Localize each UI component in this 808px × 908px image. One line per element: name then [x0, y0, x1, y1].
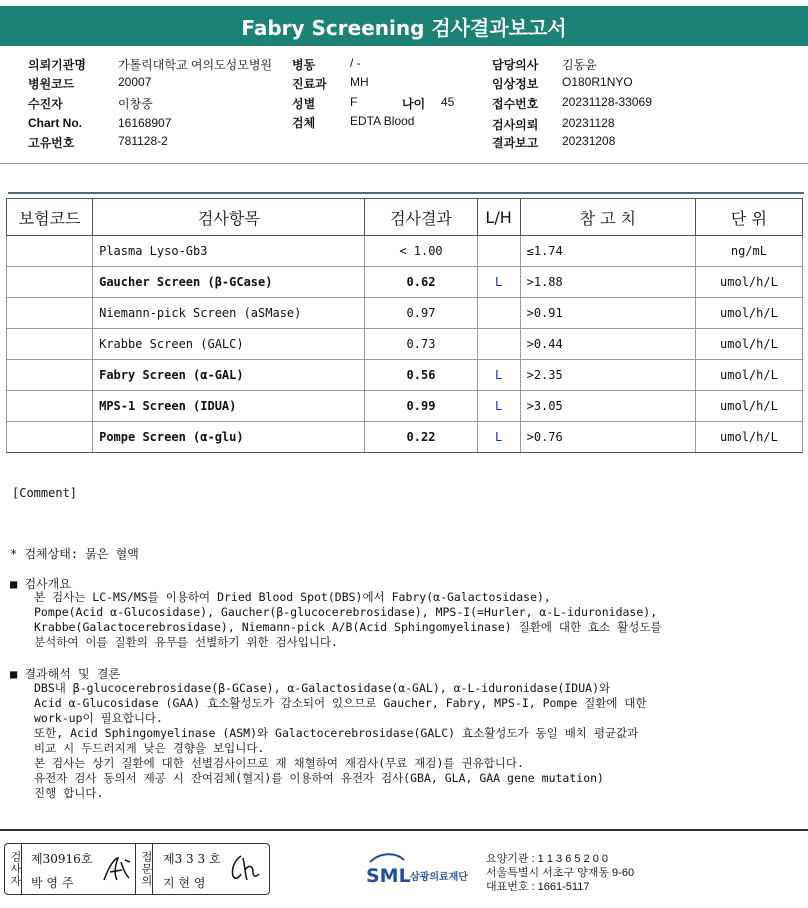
row-code [7, 298, 93, 329]
dept-label: 진료과 [292, 77, 327, 91]
table-row [7, 329, 803, 360]
patient-info-block [0, 52, 808, 152]
header-divider [0, 163, 808, 164]
row-flag [477, 329, 520, 360]
interpretation-line: 또한, Acid Sphingomyelinase (ASM)와 Galactocerebrosidase(GALC) 효소활성도가 동일 배치 평균값과 [34, 726, 639, 740]
sex-value: F [350, 95, 358, 109]
row-reference: >2.35 [520, 360, 695, 391]
interpretation-line: 비교 시 두드러지게 낮은 경향을 보입니다. [34, 741, 265, 755]
table-top-rule [8, 192, 804, 194]
row-test-name: MPS-1 Screen (IDUA) [93, 391, 365, 422]
approver-label-text: 접문의 [140, 851, 153, 887]
logo-subtext: 삼광의료재단 [410, 872, 468, 883]
chart-no-label: Chart No. [28, 116, 82, 130]
row-unit: umol/h/L [695, 267, 802, 298]
interpretation-line: 유전자 검사 동의서 제공 시 잔여검체(혈지)를 이용하여 유전자 검사(GBA, GLA, GAA gene mutation) [34, 771, 604, 785]
logo-text: SML [366, 865, 411, 887]
row-code [7, 236, 93, 267]
specimen-label: 검체 [292, 116, 316, 130]
col-header-flag: L/H [477, 199, 520, 236]
table-header-row [7, 199, 803, 236]
interpretation-line: DBS내 β-glucocerebrosidase(β-GCase), α-Galactosidase(α-GAL), α-L-iduronidase(IDUA)와 [34, 681, 611, 695]
specimen-status: * 검체상태: 묽은 혈액 [10, 547, 139, 561]
row-test-name: Plasma Lyso-Gb3 [93, 236, 365, 267]
unique-no-value: 781128-2 [118, 134, 168, 148]
report-date-label: 결과보고 [492, 136, 539, 150]
overview-line: Pompe(Acid α-Glucosidase), Gaucher(β-glucocerebrosidase), MPS-I(=Hurler, α-L-iduronidase), [34, 605, 658, 619]
row-test-name: Pompe Screen (α-glu) [93, 422, 365, 453]
row-result: 0.99 [365, 391, 477, 422]
table-row [7, 236, 803, 267]
col-header-item: 검사항목 [93, 199, 365, 236]
overview-paragraph [34, 590, 794, 650]
row-flag: L [477, 360, 520, 391]
sml-logo [366, 852, 476, 892]
row-reference: >1.88 [520, 267, 695, 298]
row-code [7, 267, 93, 298]
row-result: 0.62 [365, 267, 477, 298]
receipt-no-value: 20231128-33069 [562, 95, 652, 109]
age-value: 45 [441, 95, 455, 109]
table-row [7, 422, 803, 453]
row-test-name: Gaucher Screen (β-GCase) [93, 267, 365, 298]
interpretation-title: ■ 결과해석 및 결론 [10, 667, 121, 681]
interpretation-line: Acid α-Glucosidase (GAA) 효소활성도가 감소되어 있으므로 Gaucher, Fabry, MPS-I, Pompe 질환에 대한 [34, 696, 647, 710]
unique-no-label: 고유번호 [28, 136, 75, 150]
row-unit: ng/mL [695, 236, 802, 267]
sml-logo-icon [366, 852, 476, 892]
row-test-name: Niemann-pick Screen (aSMase) [93, 298, 365, 329]
row-reference: >0.44 [520, 329, 695, 360]
row-flag: L [477, 391, 520, 422]
institution-value: 가톨릭대학교 여의도성모병원 [118, 58, 273, 72]
col-header-reference: 참 고 치 [520, 199, 695, 236]
lab-contact [486, 852, 634, 894]
row-code [7, 391, 93, 422]
specimen-value: EDTA Blood [350, 114, 415, 128]
row-code [7, 329, 93, 360]
interpretation-line: work-up이 필요합니다. [34, 711, 163, 725]
overview-title: ■ 검사개요 [10, 577, 71, 591]
row-code [7, 422, 93, 453]
approver-license: 제3 3 3 호 [163, 852, 221, 866]
row-unit: umol/h/L [695, 329, 802, 360]
clinical-info-label: 임상정보 [492, 77, 539, 91]
row-result: 0.56 [365, 360, 477, 391]
interpretation-line: 본 검사는 상기 질환에 대한 선별검사이므로 재 채혈하여 재검사(무료 재검)를 권유합니다. [34, 756, 524, 770]
hospital-code-label: 병원코드 [28, 77, 75, 91]
table-row [7, 267, 803, 298]
lab-address: 서울특별시 서초구 양재동 9-60 [486, 867, 635, 879]
interpretation-paragraph [34, 681, 794, 801]
row-flag [477, 236, 520, 267]
row-result: 0.22 [365, 422, 477, 453]
dept-value: MH [350, 75, 369, 89]
chart-no-value: 16168907 [118, 116, 172, 130]
row-reference: >0.91 [520, 298, 695, 329]
row-test-name: Krabbe Screen (GALC) [93, 329, 365, 360]
tester-license: 제30916호 [31, 852, 93, 866]
approver-name: 지 현 영 [163, 876, 206, 890]
table-row [7, 298, 803, 329]
institution-label: 의뢰기관명 [28, 58, 86, 72]
row-flag [477, 298, 520, 329]
report-title: Fabry Screening 검사결과보고서 [241, 15, 567, 40]
col-header-code: 보험코드 [7, 199, 93, 236]
tester-label [5, 844, 22, 894]
row-flag: L [477, 422, 520, 453]
row-reference: >3.05 [520, 391, 695, 422]
row-code [7, 360, 93, 391]
hospital-code-value: 20007 [118, 75, 152, 89]
tester-label-text: 검사자 [9, 851, 22, 887]
row-test-name: Fabry Screen (α-GAL) [93, 360, 365, 391]
row-result: 0.73 [365, 329, 477, 360]
clinical-info-value: O180R1NYO [562, 75, 633, 89]
ward-label: 병동 [292, 58, 316, 72]
col-header-unit: 단 위 [695, 199, 802, 236]
results-table [6, 198, 803, 453]
request-date-value: 20231128 [562, 116, 615, 130]
lab-phone: 대표번호 : 1661-5117 [486, 881, 590, 893]
row-flag: L [477, 267, 520, 298]
row-unit: umol/h/L [695, 422, 802, 453]
row-unit: umol/h/L [695, 360, 802, 391]
row-reference: >0.76 [520, 422, 695, 453]
footer-divider [0, 829, 808, 831]
doctor-label: 담당의사 [492, 58, 539, 72]
table-row [7, 391, 803, 422]
agency-number: 요양기관 : 1 1 3 6 5 2 0 0 [486, 853, 609, 865]
recipient-label: 수진자 [28, 97, 63, 111]
overview-line: 본 검사는 LC-MS/MS를 이용하여 Dried Blood Spot(DBS)에서 Fabry(α-Galactosidase), [34, 590, 551, 604]
row-result: 0.97 [365, 298, 477, 329]
col-header-result: 검사결과 [365, 199, 477, 236]
signature-box [4, 843, 270, 895]
sex-label: 성별 [292, 97, 316, 111]
table-row [7, 360, 803, 391]
row-unit: umol/h/L [695, 298, 802, 329]
request-date-label: 검사의뢰 [492, 118, 539, 132]
row-unit: umol/h/L [695, 391, 802, 422]
age-label: 나이 [402, 97, 426, 111]
overview-line: Krabbe(Galactocerebrosidase), Niemann-pick A/B(Acid Sphingomyelinase) 질환에 대한 효소 활성도를 [34, 620, 662, 634]
report-title-bar [0, 6, 808, 46]
row-result: < 1.00 [365, 236, 477, 267]
approver-signature [227, 852, 263, 886]
interpretation-line: 진행 합니다. [34, 786, 104, 800]
doctor-value: 김동윤 [562, 58, 597, 72]
recipient-value: 이창중 [118, 97, 153, 111]
comment-label: [Comment] [12, 486, 78, 500]
tester-signature [101, 854, 135, 886]
receipt-no-label: 접수번호 [492, 97, 539, 111]
report-date-value: 20231208 [562, 134, 616, 148]
tester-name: 박 영 주 [31, 876, 74, 890]
overview-line: 분석하여 이를 질환의 유무를 선별하기 위한 검사입니다. [34, 635, 338, 649]
row-reference: ≤1.74 [520, 236, 695, 267]
approver-label [135, 844, 153, 894]
ward-value: / - [350, 56, 361, 70]
